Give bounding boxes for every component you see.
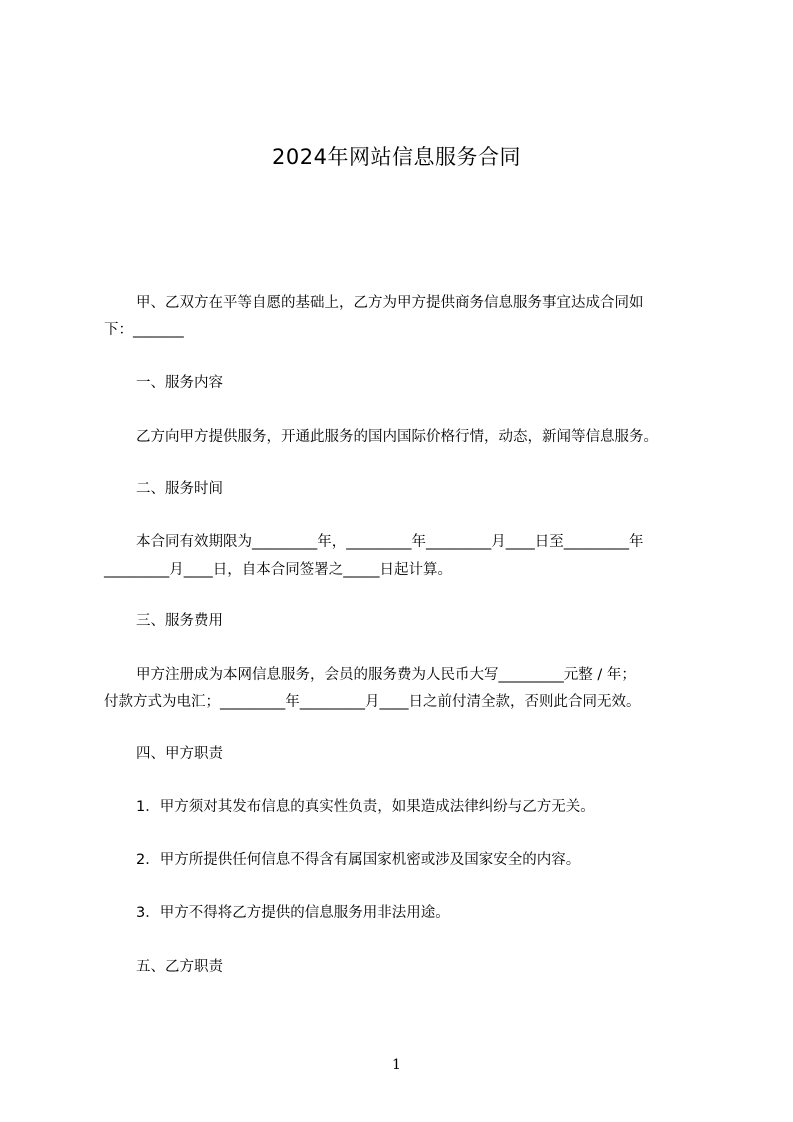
section-heading-party-a-duties: 四、甲方职责 [136,746,223,762]
service-time-line-2: _________月____日，自本合同签署之_____日起计算。 [104,562,452,578]
party-a-duty-3: 3．甲方不得将乙方提供的信息服务用非法用途。 [136,905,450,921]
party-a-duty-2: 2．甲方所提供任何信息不得含有属国家机密或涉及国家安全的内容。 [136,852,581,868]
section-heading-party-b-duties: 五、乙方职责 [136,959,223,975]
intro-line-1: 甲、乙双方在平等自愿的基础上，乙方为甲方提供商务信息服务事宜达成合同如 [136,295,644,311]
service-content-text: 乙方向甲方提供服务，开通此服务的国内国际价格行情，动态，新闻等信息服务。 [136,429,658,445]
section-heading-service-fee: 三、服务费用 [136,613,223,629]
page-number: 1 [392,1057,401,1073]
section-heading-service-content: 一、服务内容 [136,375,223,391]
intro-line-2: 下：_______ [104,322,184,338]
service-fee-line-1: 甲方注册成为本网信息服务，会员的服务费为人民币大写_________元整 / 年； [136,667,636,683]
service-time-line-1: 本合同有效期限为_________年，_________年_________月____日至_________年 [136,534,644,550]
service-fee-line-2: 付款方式为电汇；_________年_________月____日之前付清全款，否则此合同无效。 [104,694,641,710]
section-heading-service-time: 二、服务时间 [136,481,223,497]
party-a-duty-1: 1．甲方须对其发布信息的真实性负责，如果造成法律纠纷与乙方无关。 [136,799,595,815]
document-title: 2024年网站信息服务合同 [272,145,521,169]
